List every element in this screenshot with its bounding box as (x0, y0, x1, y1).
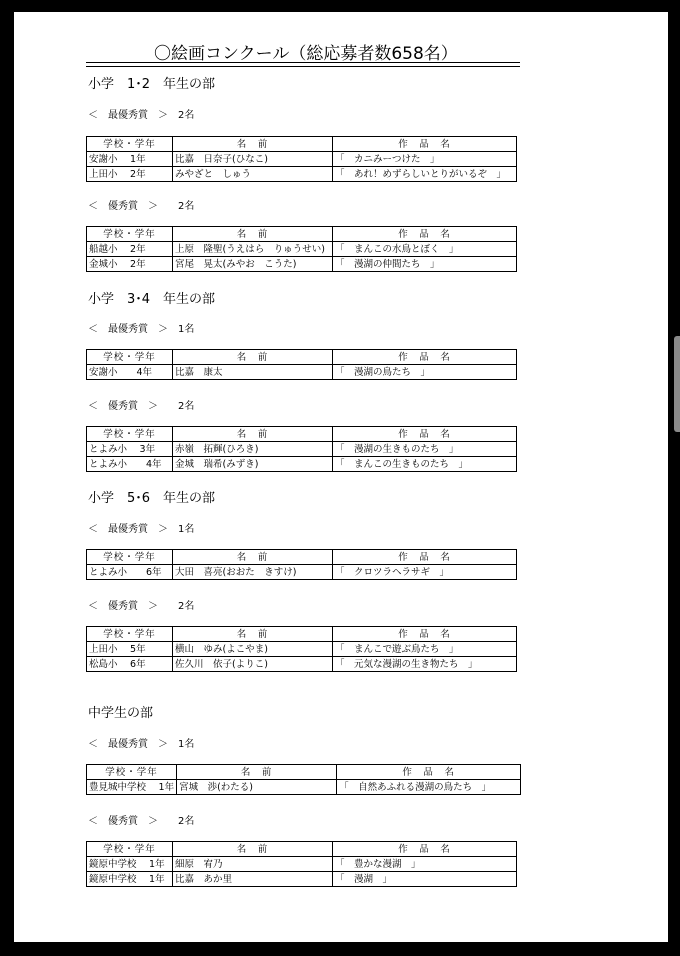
award-table (86, 349, 517, 380)
col-header-school: 学校・学年 (87, 842, 173, 857)
document-page (14, 12, 668, 942)
award-count: 1名 (178, 739, 195, 750)
cell-work: 「 豊かな漫湖 」 (333, 857, 517, 872)
award-table (86, 549, 517, 580)
table-header-row (87, 842, 517, 857)
col-header-work: 作 品 名 (333, 137, 517, 152)
cell-name: 金城 瑞希(みずき) (173, 457, 333, 472)
table-row (87, 642, 517, 657)
cell-school: とよみ小 4年 (87, 457, 173, 472)
award-label: ＜ 優秀賞 ＞ 2名 (88, 812, 158, 827)
section-heading-grade-1-2: 小学 1･2 年生の部 (88, 77, 216, 92)
cell-school: 豊見城中学校 1年 (87, 780, 177, 795)
cell-work: 「 漫湖の生きものたち 」 (333, 442, 517, 457)
cell-name: 上原 隆聖(うえはら りゅうせい) (173, 242, 333, 257)
section-heading-junior-high: 中学生の部 (88, 706, 154, 721)
award-label: ＜ 優秀賞 ＞ 2名 (88, 397, 158, 412)
cell-work: 「 自然あふれる漫湖の鳥たち 」 (337, 780, 521, 795)
award-table (86, 136, 517, 182)
cell-work: 「 まんこの生きものたち 」 (333, 457, 517, 472)
award-count: 2名 (178, 201, 195, 212)
award-count: 1名 (178, 324, 195, 335)
col-header-work: 作 品 名 (333, 627, 517, 642)
cell-school: 上田小 2年 (87, 167, 173, 182)
cell-school: 金城小 2年 (87, 257, 173, 272)
award-label: ＜ 最優秀賞 ＞ 1名 (88, 735, 168, 750)
cell-work: 「 漫湖の鳥たち 」 (333, 365, 517, 380)
col-header-work: 作 品 名 (337, 765, 521, 780)
col-header-name: 名 前 (173, 227, 333, 242)
cell-name: 宮城 渉(わたる) (177, 780, 337, 795)
cell-work: 「 カニみーつけた 」 (333, 152, 517, 167)
cell-school: 上田小 5年 (87, 642, 173, 657)
award-count: 2名 (178, 110, 195, 121)
award-label: ＜ 最優秀賞 ＞ 1名 (88, 520, 168, 535)
col-header-school: 学校・学年 (87, 427, 173, 442)
table-row (87, 872, 517, 887)
award-count: 2名 (178, 401, 195, 412)
table-row (87, 857, 517, 872)
cell-school: 松島小 6年 (87, 657, 173, 672)
col-header-school: 学校・学年 (87, 350, 173, 365)
table-header-row (87, 227, 517, 242)
section-heading-grade-5-6: 小学 5･6 年生の部 (88, 491, 216, 506)
cell-name: 宮尾 晃太(みやお こうた) (173, 257, 333, 272)
table-row (87, 257, 517, 272)
cell-name: 佐久川 依子(よりこ) (173, 657, 333, 672)
col-header-name: 名 前 (173, 627, 333, 642)
table-header-row (87, 427, 517, 442)
col-header-work: 作 品 名 (333, 350, 517, 365)
award-count: 1名 (178, 524, 195, 535)
table-row (87, 457, 517, 472)
col-header-name: 名 前 (173, 427, 333, 442)
table-row (87, 167, 517, 182)
table-row (87, 242, 517, 257)
award-label: ＜ 優秀賞 ＞ 2名 (88, 197, 158, 212)
table-row (87, 442, 517, 457)
cell-school: 鏡原中学校 1年 (87, 857, 173, 872)
cell-name: 赤嶺 拓輝(ひろき) (173, 442, 333, 457)
cell-work: 「 あれ！めずらしいとりがいるぞ 」 (333, 167, 517, 182)
col-header-name: 名 前 (173, 350, 333, 365)
award-table (86, 226, 517, 272)
col-header-school: 学校・学年 (87, 137, 173, 152)
cell-name: 細原 宥乃 (173, 857, 333, 872)
table-row (87, 565, 517, 580)
table-header-row (87, 550, 517, 565)
col-header-name: 名 前 (177, 765, 337, 780)
col-header-work: 作 品 名 (333, 842, 517, 857)
cell-work: 「 漫湖 」 (333, 872, 517, 887)
col-header-name: 名 前 (173, 137, 333, 152)
table-header-row (87, 137, 517, 152)
col-header-work: 作 品 名 (333, 427, 517, 442)
col-header-name: 名 前 (173, 842, 333, 857)
title-underline (86, 62, 520, 63)
cell-name: 比嘉 日奈子(ひなこ) (173, 152, 333, 167)
col-header-school: 学校・学年 (87, 227, 173, 242)
cell-school: 鏡原中学校 1年 (87, 872, 173, 887)
cell-name: みやざと しゅう (173, 167, 333, 182)
table-row (87, 365, 517, 380)
cell-school: とよみ小 3年 (87, 442, 173, 457)
cell-work: 「 まんこで遊ぶ鳥たち 」 (333, 642, 517, 657)
award-table (86, 626, 517, 672)
cell-school: 船越小 2年 (87, 242, 173, 257)
cell-school: とよみ小 6年 (87, 565, 173, 580)
scrollbar-handle[interactable] (674, 336, 680, 432)
cell-name: 比嘉 あか里 (173, 872, 333, 887)
section-heading-grade-3-4: 小学 3･4 年生の部 (88, 292, 216, 307)
award-table (86, 764, 521, 795)
cell-work: 「 クロツラヘラサギ 」 (333, 565, 517, 580)
award-table (86, 426, 517, 472)
cell-name: 横山 ゆみ(よこやま) (173, 642, 333, 657)
cell-work: 「 元気な漫湖の生き物たち 」 (333, 657, 517, 672)
award-label: ＜ 最優秀賞 ＞ 1名 (88, 320, 168, 335)
col-header-name: 名 前 (173, 550, 333, 565)
cell-school: 安謝小 1年 (87, 152, 173, 167)
col-header-work: 作 品 名 (333, 550, 517, 565)
cell-work: 「 漫湖の仲間たち 」 (333, 257, 517, 272)
cell-name: 比嘉 康太 (173, 365, 333, 380)
table-row (87, 657, 517, 672)
title-underline-inner (86, 66, 520, 67)
table-row (87, 780, 521, 795)
table-header-row (87, 765, 521, 780)
cell-name: 大田 喜亮(おおた きすけ) (173, 565, 333, 580)
col-header-school: 学校・学年 (87, 550, 173, 565)
col-header-school: 学校・学年 (87, 627, 173, 642)
table-row (87, 152, 517, 167)
award-label: ＜ 優秀賞 ＞ 2名 (88, 597, 158, 612)
award-label: ＜ 最優秀賞 ＞ 2名 (88, 106, 168, 121)
cell-school: 安謝小 4年 (87, 365, 173, 380)
col-header-school: 学校・学年 (87, 765, 177, 780)
cell-work: 「 まんこの水鳥とぼく 」 (333, 242, 517, 257)
page-title: 〇絵画コンクール（総応募者数658名） (154, 44, 458, 64)
award-count: 2名 (178, 601, 195, 612)
table-header-row (87, 350, 517, 365)
award-table (86, 841, 517, 887)
table-header-row (87, 627, 517, 642)
award-count: 2名 (178, 816, 195, 827)
col-header-work: 作 品 名 (333, 227, 517, 242)
